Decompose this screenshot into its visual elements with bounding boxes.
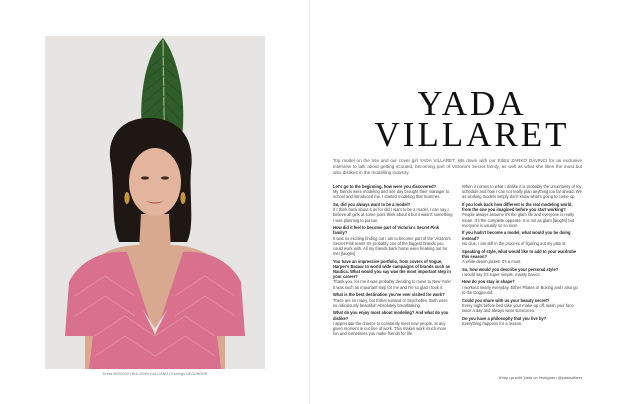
page-gutter bbox=[309, 0, 310, 404]
title-first-name: YADA bbox=[417, 84, 527, 123]
answer: Thank you, for me it was probably deciding to move to New York! It was such an important step for me and I'm so glad I took it. bbox=[333, 279, 451, 290]
question: You have an impressive portfolio, from covers of Vogue, Harper's Bazaar to world wide campaigns of brands such as Nautica. What would you say was the most important step in your career? bbox=[333, 258, 451, 280]
question: So, did you always want to be a model? bbox=[333, 202, 411, 208]
question: If you look back how different is the real modeling world, from the one you imagined before you start working? bbox=[462, 202, 573, 213]
question: If you hadn't become a model, what would you be doing instead? bbox=[462, 230, 571, 241]
answer: I appreciate the chance to constantly meet new people, at any given moment in our line of work. This makes work much more fun and sometimes you make friends for life bbox=[333, 320, 447, 337]
qa-item bbox=[462, 298, 582, 313]
qa-item bbox=[462, 267, 582, 277]
answer: Everything happens for a reason. bbox=[462, 320, 523, 326]
qa-item bbox=[462, 230, 582, 245]
answer: People always assume it's the glam life and everyone is really mean. It's the complete opposite. It is not as glam [laughs] but everyone is usually so so nice! bbox=[462, 212, 575, 228]
answer: A white denim jacket! It's a must. bbox=[462, 258, 522, 264]
photo-credit: Dress MISSONI | Bra JOHN GALLIANO | Earrings NEOUNGER bbox=[102, 372, 208, 376]
question: How did it feel to become part of Victoria's Secret Pink family? bbox=[333, 225, 439, 236]
qa-item bbox=[462, 184, 582, 199]
qa-item bbox=[462, 279, 582, 294]
qa-item bbox=[333, 292, 453, 307]
qa-item bbox=[462, 316, 582, 326]
cover-photo bbox=[45, 36, 265, 369]
question: How do you stay in shape? bbox=[462, 279, 515, 285]
answer: No clue. I am still in the process of figuring out my plan B. bbox=[462, 240, 567, 246]
qa-item bbox=[333, 202, 453, 223]
answer: I workout nearly everyday. Either Pilates or Boxing and I also go to the Dogpound. bbox=[462, 284, 578, 295]
answer: It was so exciting finding out I am to become part of the Victoria's Secret Pink team! It's probably one of the biggest brands you could work with. All my friends back home were freaking out for me! [laughs] bbox=[333, 235, 451, 257]
answer: When it comes to what I dislike it is probably the uncertainty of my schedule and how I can not really plan anything too far ahead. We as working models simply don't know what's going to come up. bbox=[462, 184, 582, 200]
instagram-footer: Keep up with Yada on Instagram @yadavillaret bbox=[498, 375, 582, 380]
qa-item bbox=[333, 310, 453, 336]
article-intro: Top model on the rise and our cover girl YADA VILLARET, sits down with our Editor ZARKO DAVINCI for an exclusive interview to talk about getting scouted, becoming part of Victoria's Secret family, as well as what she likes the most but also dislikes in the modelling industry. bbox=[333, 158, 582, 176]
title-last-name: VILLARET bbox=[374, 115, 570, 154]
qa-item bbox=[333, 225, 453, 256]
question: What do you enjoy most about modeling? And what do you dislike? bbox=[333, 310, 449, 321]
qa-item bbox=[333, 184, 453, 199]
qa-item bbox=[462, 249, 582, 264]
answer: If I think back about it as for did I want to be a model, I can say I believe all girls at some point think about it but it wasn't something I was planning to pursue. bbox=[333, 207, 453, 223]
answer: My friends were modeling and one day brought their manager to school and introduced me. I started modeling that Summer. bbox=[333, 189, 450, 200]
answer: I would say it's super simple, mainly basics. bbox=[462, 271, 541, 277]
left-column bbox=[333, 184, 453, 339]
question: Speaking of style, what would like to add to your wardrobe this season? bbox=[462, 248, 577, 259]
question: Let's go to the beginning, how were you discovered? bbox=[333, 184, 437, 189]
question: Do you have a philosophy that you live by? bbox=[462, 315, 547, 321]
right-column bbox=[462, 184, 582, 329]
answer: Every night before bed take your make-up off, wash your face twice a day and always wear sunscreen. bbox=[462, 302, 574, 313]
question: So, how would you describe your personal style? bbox=[462, 266, 559, 272]
qa-item bbox=[333, 259, 453, 290]
question: What is the best destination you've ever visited for work? bbox=[333, 292, 445, 298]
question: Could you share with us your beauty secret? bbox=[462, 297, 550, 303]
answer: There are so many, but Either Iceland or Seychelles. Both were so ridiculously beautiful! Absolutely breathtaking. bbox=[333, 297, 448, 308]
article-title bbox=[372, 84, 572, 154]
qa-item bbox=[462, 202, 582, 228]
